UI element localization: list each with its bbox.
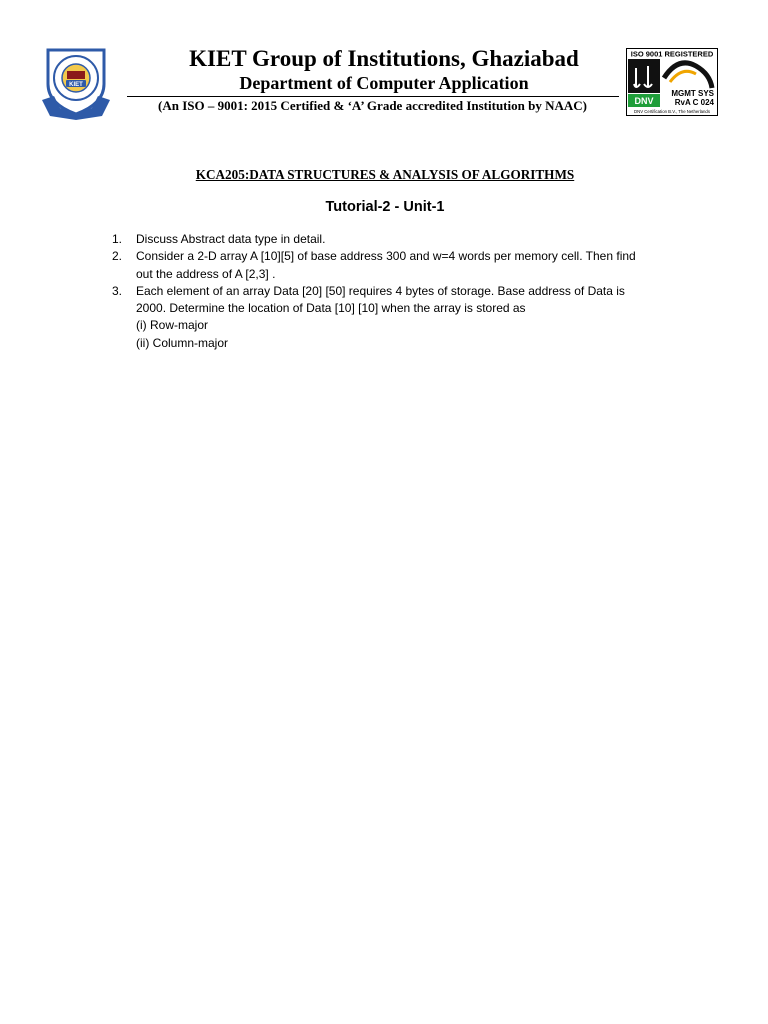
question-number: 1. (112, 232, 123, 246)
question-subpart: (i) Row-major (136, 318, 208, 333)
course-title: KCA205:DATA STRUCTURES & ANALYSIS OF ALGORITHMS (195, 167, 575, 182)
question-item (112, 283, 672, 352)
question-list (112, 231, 672, 352)
institution-name: KIET Group of Institutions, Ghaziabad (189, 46, 579, 71)
question-item (112, 248, 672, 283)
question-subpart: (ii) Column-major (136, 335, 229, 350)
question-text: 2000. Determine the location of Data [10] [10] when the array is stored as (136, 301, 526, 316)
question-item (112, 231, 672, 248)
question-text: Discuss Abstract data type in detail. (136, 232, 326, 246)
svg-text:KIET: KIET (69, 82, 83, 88)
svg-text:DNV Certification B.V., The Ne: DNV Certification B.V., The Netherlands (634, 109, 710, 114)
svg-text:RvA C 024: RvA C 024 (674, 98, 714, 107)
header-rule (127, 96, 619, 97)
question-number: 2. (112, 249, 123, 264)
question-text: out the address of A [2,3] . (136, 266, 276, 281)
question-text: Each element of an array Data [20] [50] requires 4 bytes of storage. Base address of Data is (136, 283, 625, 298)
svg-text:DNV: DNV (634, 96, 654, 106)
svg-text:ISO 9001 REGISTERED: ISO 9001 REGISTERED (630, 49, 714, 59)
accreditation-text: (An ISO – 9001: 2015 Certified & ‘A’ Grade accredited Institution by NAAC) (158, 98, 587, 113)
question-number: 3. (112, 283, 123, 298)
svg-text:MGMT SYS: MGMT SYS (671, 89, 714, 98)
question-text: Consider a 2-D array A [10][5] of base address 300 and w=4 words per memory cell. Then find (136, 249, 636, 264)
department-name: Department of Computer Application (239, 73, 529, 93)
tutorial-title: Tutorial-2 - Unit-1 (325, 199, 445, 215)
